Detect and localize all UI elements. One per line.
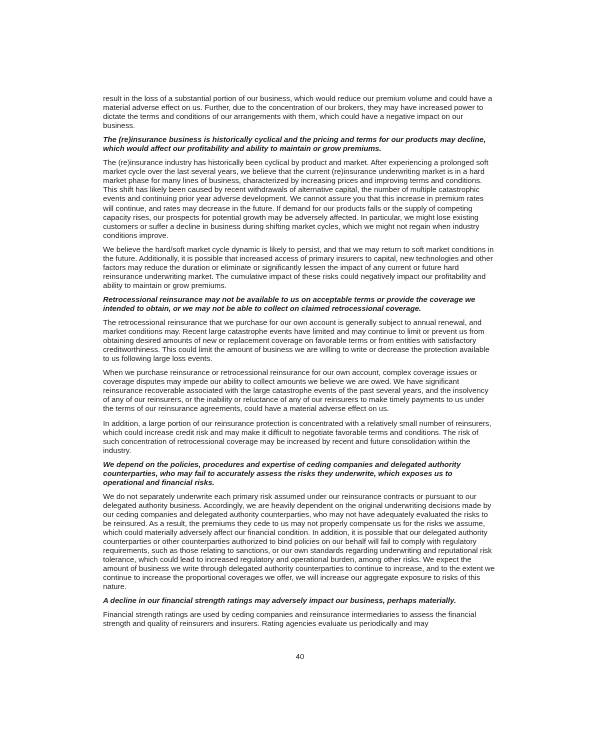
paragraph: We believe the hard/soft market cycle dynamic is likely to persist, and that we may return to soft market conditions in the future. Additionally, it is possible that increased access of primary insurers to capital, new technologies and other factors may reduce the duration or eliminate or significantly lessen the impact of any current or future hard reinsurance underwriting market. The cumulative impact of these risks could negatively impact our profitability and ability to maintain or grow premiums. (103, 244, 494, 290)
paragraph: The (re)insurance industry has historically been cyclical by product and market. After experiencing a prolonged soft market cycle over the last several years, we believe that the current (re)insurance underwriting market is in a hard market phase for many lines of business, characterized by increasing prices and improving terms and conditions. This shift has likely been caused by recent withdrawals of alternative capital, the number of multiple catastrophic events and continuing prior year adverse development. We cannot assure you that this increase in premium rates will continue, and rates may decrease in the future. If demand for our products falls or the supply of competing capacity rises, our prospects for potential growth may be adversely affected. In particular, we might lose existing customers or suffer a decline in business during shifting market cycles, which we might not regain when industry conditions improve. (103, 158, 489, 240)
page-number: 40 (295, 652, 305, 661)
paragraph: The retrocessional reinsurance that we purchase for our own account is generally subject to annual renewal, and market conditions may. Recent large catastrophe events have limited and may continue to limit or prevent us from obtaining desired amounts of new or replacement coverage on favorable terms or from entities with satisfactory creditworthiness. This could limit the amount of business we are willing to write or decrease the protection available to us following large loss events. (103, 318, 490, 364)
risk-factor-heading-cyclical: The (re)insurance business is historically cyclical and the pricing and terms for our products may decline, which would affect our profitability and ability to maintain or grow premiums. (103, 135, 486, 154)
page-text-column (103, 94, 495, 633)
paragraph: When we purchase reinsurance or retrocessional reinsurance for our own account, complex coverage issues or coverage disputes may impede our ability to collect amounts we believe we are owed. We have significant reinsurance recoverable associated with the large catastrophe events of the past several years, and the insolvency of any of our reinsurers, or the inability or reluctance of any of our reinsurers to make timely payments to us under the terms of our reinsurance agreements, could have a material adverse effect on us. (103, 368, 489, 414)
paragraph-continuation: result in the loss of a substantial portion of our business, which would reduce our premium volume and could have a material adverse effect on us. Further, due to the concentration of our brokers, they may have increased power to dictate the terms and conditions of our arrangements with them, which could have a negative impact on our business. (103, 94, 493, 131)
paragraph: In addition, a large portion of our reinsurance protection is concentrated with a relatively small number of reinsurers, which could increase credit risk and may make it difficult to negotiate favorable terms and conditions. The risk of such concentration of retrocessional coverage may be increased by recent and future consolidation within the industry. (103, 418, 492, 455)
paragraph: Financial strength ratings are used by ceding companies and reinsurance intermediaries to assess the financial strength and quality of reinsurers and insurers. Rating agencies evaluate us periodically and may (103, 610, 477, 629)
risk-factor-heading-ceding-companies: We depend on the policies, procedures and expertise of ceding companies and delegated authority counterparties, who may fail to accurately assess the risks they underwrite, which exposes us to operational and financial risks. (103, 459, 461, 487)
risk-factor-heading-ratings-decline: A decline in our financial strength ratings may adversely impact our business, perhaps materially. (103, 596, 457, 606)
paragraph: We do not separately underwrite each primary risk assumed under our reinsurance contracts or pursuant to our delegated authority business. Accordingly, we are heavily dependent on the original underwriting decisions made by our ceding companies and delegated authority counterparties, who may not have adequately evaluated the risks to be reinsured. As a result, the premiums they cede to us may not properly compensate us for the risks we assume, which could materially adversely affect our financial condition. In addition, it is possible that our delegated authority counterparties or other counterparties authorized to bind policies on our behalf will fail to comply with regulatory requirements, such as those relating to sanctions, or our own standards regarding underwriting and reputational risk tolerance, which could lead to increased regulatory and operational burden, among other risks. We expect the amount of business we write through delegated authority counterparties to continue to increase, and to the extent we continue to increase the proportional coverages we offer, we will increase our aggregate exposure to risks of this nature. (103, 491, 495, 592)
risk-factor-heading-retrocessional: Retrocessional reinsurance may not be available to us on acceptable terms or provide the coverage we intended to obtain, or we may not be able to collect on claimed retrocessional coverage. (103, 294, 476, 313)
